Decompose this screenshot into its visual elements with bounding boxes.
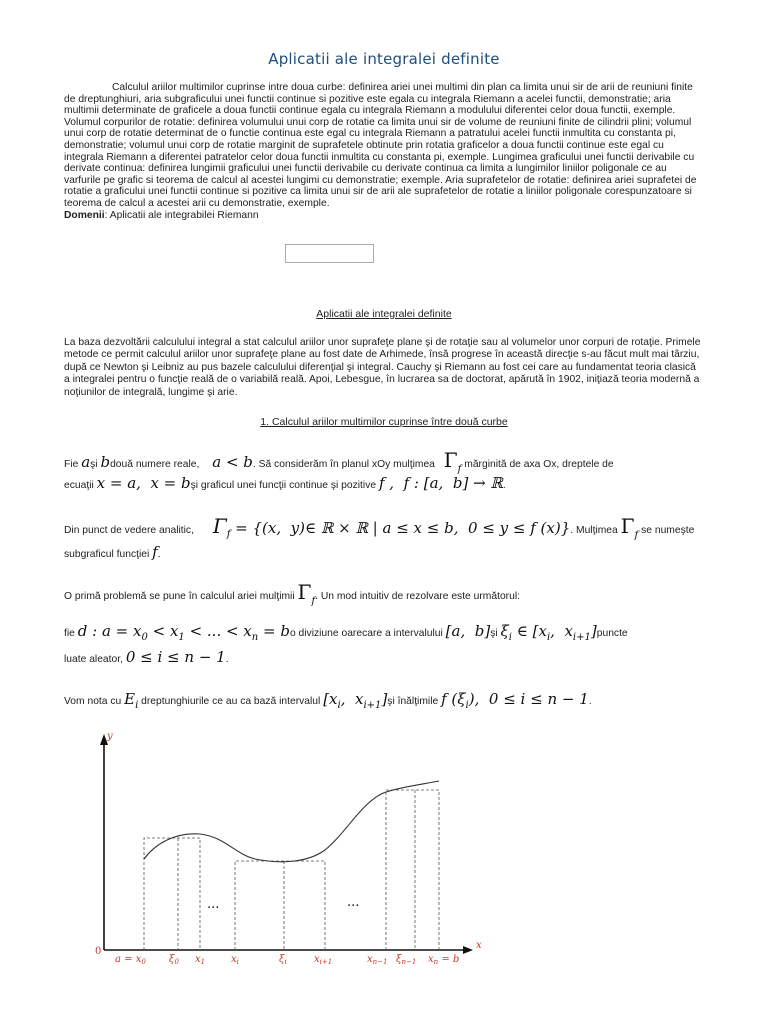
- math-line-2: [64, 474, 506, 492]
- text-si-inaltimile: şi înălţimile: [387, 696, 439, 707]
- text-un-mod: . Un mod intuitiv de rezolvare este următorul:: [315, 591, 520, 602]
- text-luate-aleator: luate aleator,: [64, 654, 123, 665]
- x-axis-label: x: [476, 940, 482, 951]
- text-multimea: . Mulţimea: [570, 525, 618, 536]
- text-marginita: mărginită de axa Ox, dreptele de: [464, 459, 614, 470]
- text-dot: .: [157, 549, 161, 560]
- math-interval-xi: [$x_i$, $x_{i+1}$]: [323, 690, 388, 711]
- text-subgraficul: subgraficul funcţiei: [64, 549, 150, 560]
- math-gamma-set: $\Gamma_f = \{(x$, y)∈ ℝ × ℝ | a ≤ x ≤ b, 0 ≤ y ≤ f (x)}: [212, 514, 571, 540]
- rectangles: [144, 790, 439, 950]
- math-a: a: [81, 453, 91, 471]
- math-heights: f $(\xi_i)$, 0 ≤ i ≤ n − 1: [441, 690, 589, 711]
- text-fie-lower: fie: [64, 628, 75, 639]
- tick-xi0: $\xi_0$: [169, 954, 179, 966]
- math-line-3b: [64, 543, 161, 561]
- riemann-sum-figure: [85, 728, 485, 973]
- empty-input-box[interactable]: [285, 244, 374, 263]
- math-x-eq: x = a, x = b: [96, 474, 191, 492]
- rectangle-right: [386, 790, 439, 950]
- tick-xi: $x_i$: [231, 954, 239, 966]
- math-line-4: [64, 580, 520, 607]
- math-a-lt-b: a < b: [212, 453, 253, 471]
- tick-xn1: $x_{n-1}$: [367, 954, 388, 966]
- text-vom-nota: Vom nota cu: [64, 696, 122, 707]
- abstract-text: Calculul ariilor multimilor cuprinse intre doua curbe: definirea ariei unei multimi din plan ca limita unui sir de arii de reuniuni finite de dreptunghiuri, aria subgraficului unei functii continue si pozitive este egala cu integrala Riemann a acelei functii, demonstratie; aria multimii determinate de graficele a doua functii continue egala cu integrala Riemann a modulului diferentei celor doua functii, exemple. Volumul corpurilor de rotatie: definirea volumului unui corp de rotatie ca limita unui sir de volume de reuniuni finite de cilindrii plini; volumul unui corp de rotatie determinat de o functie continua este egal cu integrala Riemann a patratului acelei functii inmultita cu constanta pi, demonstratie; volumul unui corp de rotatie marginit de suprafetele obtinute prin rotatia graficelor a doua functii continue este egal cu integrala Riemann a diferentei patratelor celor doua functii inmultita cu constanta pi, exemple. Lungimea graficului unei functii derivabile cu derivate continua: definirea lungimii graficului unei functii derivabile cu derivate continua ca limita a lungimilor liniilor poligonale ce au varfurile pe grafic si teorema de calcul al acestei lungimi cu demonstratie; exemple. Aria suprafetelor de rotatie: definirea ariei suprafetei de rotatie a graficului unei functii continue si pozitive ca limita unui sir de arii ale suprafetelor de rotatie a liniilor poligonale corespunzatoare si teorema de calcul a acestei arii cu demonstratie, exemple.: [64, 82, 697, 209]
- math-f: f: [152, 543, 158, 561]
- math-line-5b: [64, 648, 229, 666]
- tick-a-x0: $a = x_0$: [115, 954, 146, 966]
- text-o-prima: O primă problemă se pune în calculul ariei mulţimii: [64, 591, 295, 602]
- text-dot: .: [225, 654, 229, 665]
- text-si2: şi: [490, 628, 498, 639]
- text-dreptunghiurile: dreptunghiurile ce au ca bază intervalul: [141, 696, 321, 707]
- math-Ei: $E_i$: [124, 690, 139, 711]
- tick-xi-i: $\xi_i$: [279, 954, 287, 966]
- page-title: Aplicatii ale integralei definite: [268, 50, 500, 68]
- domenii-value: : Aplicatii ale integrabilei Riemann: [104, 209, 259, 221]
- text-puncte: puncte: [596, 628, 628, 639]
- text-fie: Fie: [64, 459, 79, 470]
- y-axis-label: y: [107, 731, 113, 742]
- ellipsis-1: ...: [207, 897, 220, 912]
- intro-paragraph: La baza dezvoltării calculului integral a stat calculul ariilor unor suprafeţe plane şi de rotaţie sau al volumelor unor corpuri de rotaţie. Primele metode ce permit calculul ariilor unor suprafeţe plane au fost date de Arhimede, însă progrese în această direcţie s-au făcut mult mai târziu, după ce Newton şi Leibniz au pus bazele calculului diferenţial şi integral. Cauchy şi Riemann au fost cei care au fundamentat teoria clasică a integralei pentru o funcţie reală de o variabilă reală. Apoi, Lebesgue, în lucrarea sa de doctorat, apărută în 1902, iniţiază teoria modernă a noţiunilor de integrală, lungime şi arie.: [64, 337, 701, 398]
- text-si-graficul: şi graficul unei funcţii continue şi pozitive: [190, 480, 377, 491]
- text-se-numeste: se numeşte: [641, 525, 695, 536]
- math-f-def: f , f : [a, b] → ℝ: [378, 474, 503, 492]
- math-gamma-f-2: $\Gamma_f$: [620, 514, 639, 541]
- origin-label: 0: [95, 946, 102, 957]
- math-gamma-f-3: $\Gamma_f$: [297, 580, 316, 607]
- tick-xin1: $\xi_{n-1}$: [396, 954, 417, 966]
- rectangle-left: [144, 838, 200, 950]
- math-line-1: [64, 448, 614, 475]
- math-line-3: [64, 514, 694, 541]
- tick-xi1: $x_{i+1}$: [314, 954, 333, 966]
- tick-x1: $x_1$: [195, 954, 206, 966]
- abstract: [64, 82, 704, 221]
- text-dot: .: [502, 480, 506, 491]
- text-dot: .: [588, 696, 592, 707]
- domenii-line: [64, 210, 704, 222]
- text-o-diviziune: o diviziune oarecare a intervalului: [289, 628, 443, 639]
- text-sa-consideram: . Să considerăm în planul xOy mulţimea: [252, 459, 435, 470]
- math-gamma-f: $\Gamma_f$: [443, 448, 462, 475]
- x-axis-arrow-icon: [463, 946, 473, 954]
- math-line-5: [64, 622, 628, 643]
- domenii-label: Domenii: [64, 209, 105, 221]
- text-din-punct: Din punct de vedere analitic,: [64, 525, 194, 536]
- math-interval-ab: [a, b]: [445, 622, 491, 640]
- math-xi: $\xi_i$ ∈ [$x_i$, $x_{i+1}$]: [500, 622, 597, 643]
- math-division: d : $a = x_0 < x_1$ < ... < $x_n = b$: [77, 622, 290, 643]
- subsection-title: 1. Calculul ariilor multimilor cuprinse între două curbe: [260, 416, 508, 428]
- section-title: Aplicatii ale integralei definite: [316, 308, 452, 320]
- ellipsis-2: ...: [347, 895, 360, 910]
- tick-xn-b: $x_n = b$: [428, 954, 460, 966]
- x-tick-labels: [115, 954, 459, 966]
- math-line-6: [64, 690, 592, 711]
- text-doua-numere: două numere reale,: [110, 459, 200, 470]
- rectangle-middle: [235, 861, 325, 950]
- text-si: şi: [90, 459, 98, 470]
- function-curve: [144, 781, 439, 862]
- math-b: b: [100, 453, 111, 471]
- text-ecuatii: ecuaţii: [64, 480, 94, 491]
- math-index-range: 0 ≤ i ≤ n − 1: [125, 648, 226, 666]
